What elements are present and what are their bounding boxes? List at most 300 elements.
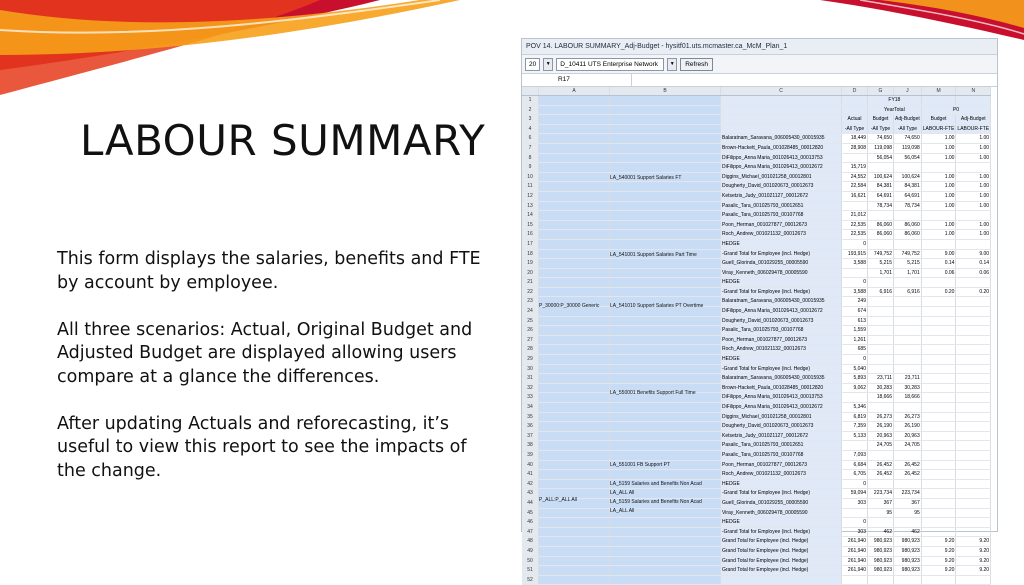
- value-cell[interactable]: [868, 297, 894, 307]
- entity-cell[interactable]: [539, 470, 610, 480]
- value-cell[interactable]: 1.00: [921, 182, 956, 192]
- entity-cell[interactable]: [539, 201, 610, 211]
- value-cell[interactable]: 749,752: [868, 249, 894, 259]
- entity-cell[interactable]: [539, 239, 610, 249]
- account-cell[interactable]: [610, 278, 721, 288]
- table-row[interactable]: [522, 153, 991, 163]
- value-cell[interactable]: 5,215: [894, 259, 922, 269]
- employee-cell[interactable]: -Grand Total for Employee (incl. Hedge): [721, 287, 842, 297]
- value-cell[interactable]: 249: [842, 297, 868, 307]
- value-cell[interactable]: 9.00: [956, 249, 991, 259]
- entity-cell[interactable]: [539, 191, 610, 201]
- account-cell[interactable]: [610, 431, 721, 441]
- employee-cell[interactable]: HEDGE: [721, 278, 842, 288]
- employee-cell[interactable]: Grand Total for Employee (incl. Hedge): [721, 537, 842, 547]
- value-cell[interactable]: [921, 470, 956, 480]
- account-cell[interactable]: [610, 326, 721, 336]
- value-cell[interactable]: 78,734: [894, 201, 922, 211]
- table-row[interactable]: [522, 537, 991, 547]
- value-cell[interactable]: [956, 518, 991, 528]
- table-row[interactable]: [522, 431, 991, 441]
- value-cell[interactable]: [921, 403, 956, 413]
- account-cell[interactable]: [610, 374, 721, 384]
- value-cell[interactable]: [921, 383, 956, 393]
- entity-cell[interactable]: [539, 556, 610, 566]
- table-row[interactable]: [522, 508, 991, 518]
- value-cell[interactable]: [894, 450, 922, 460]
- value-cell[interactable]: [921, 431, 956, 441]
- value-cell[interactable]: [921, 211, 956, 221]
- employee-cell[interactable]: Roch_Andrew_001021132_00012673: [721, 345, 842, 355]
- entity-cell[interactable]: [539, 153, 610, 163]
- value-cell[interactable]: [956, 575, 991, 585]
- value-cell[interactable]: 5,346: [842, 403, 868, 413]
- entity-cell[interactable]: [539, 412, 610, 422]
- account-cell[interactable]: [610, 201, 721, 211]
- value-cell[interactable]: 980,923: [868, 546, 894, 556]
- value-cell[interactable]: [868, 575, 894, 585]
- value-cell[interactable]: 9.20: [921, 546, 956, 556]
- employee-cell[interactable]: Pasalic_Tara_001025793_00107768: [721, 211, 842, 221]
- entity-cell[interactable]: [539, 220, 610, 230]
- table-row[interactable]: [522, 287, 991, 297]
- value-cell[interactable]: [921, 412, 956, 422]
- value-cell[interactable]: [921, 374, 956, 384]
- column-letter[interactable]: C: [721, 87, 842, 96]
- table-row[interactable]: [522, 479, 991, 489]
- account-cell[interactable]: [610, 143, 721, 153]
- account-cell[interactable]: [610, 527, 721, 537]
- column-letter[interactable]: N: [956, 87, 991, 96]
- table-row[interactable]: [522, 239, 991, 249]
- value-cell[interactable]: [956, 393, 991, 403]
- value-cell[interactable]: 980,923: [868, 566, 894, 576]
- value-cell[interactable]: [921, 527, 956, 537]
- table-row[interactable]: [522, 422, 991, 432]
- chevron-down-icon[interactable]: ▼: [667, 58, 677, 71]
- value-cell[interactable]: 26,452: [868, 460, 894, 470]
- value-cell[interactable]: [894, 211, 922, 221]
- column-letter[interactable]: D: [842, 87, 868, 96]
- value-cell[interactable]: [956, 412, 991, 422]
- account-cell[interactable]: [610, 345, 721, 355]
- entity-cell[interactable]: [539, 355, 610, 365]
- value-cell[interactable]: [842, 201, 868, 211]
- value-cell[interactable]: 303: [842, 527, 868, 537]
- value-cell[interactable]: [921, 316, 956, 326]
- value-cell[interactable]: [956, 508, 991, 518]
- value-cell[interactable]: [868, 355, 894, 365]
- value-cell[interactable]: 18,666: [894, 393, 922, 403]
- table-row[interactable]: [522, 345, 991, 355]
- value-cell[interactable]: [956, 307, 991, 317]
- table-row[interactable]: [522, 441, 991, 451]
- employee-cell[interactable]: Guell_Glorinda_001029255_00005590: [721, 259, 842, 269]
- employee-cell[interactable]: Pasalic_Tara_001025793_00012651: [721, 201, 842, 211]
- employee-cell[interactable]: Dougherty_David_001020673_00012673: [721, 422, 842, 432]
- employee-cell[interactable]: Pasalic_Tara_001025793_00107768: [721, 450, 842, 460]
- employee-cell[interactable]: Diggins_Michael_001021258_00012801: [721, 172, 842, 182]
- employee-cell[interactable]: -Grand Total for Employee (incl. Hedge): [721, 489, 842, 499]
- value-cell[interactable]: [921, 163, 956, 173]
- value-cell[interactable]: [868, 278, 894, 288]
- entity-cell[interactable]: [539, 575, 610, 585]
- value-cell[interactable]: 95: [894, 508, 922, 518]
- value-cell[interactable]: 261,940: [842, 546, 868, 556]
- table-row[interactable]: [522, 498, 991, 508]
- employee-cell[interactable]: HEDGE: [721, 355, 842, 365]
- entity-cell[interactable]: [539, 172, 610, 182]
- account-cell[interactable]: [610, 575, 721, 585]
- value-cell[interactable]: [956, 211, 991, 221]
- value-cell[interactable]: 22,584: [842, 182, 868, 192]
- value-cell[interactable]: 685: [842, 345, 868, 355]
- value-cell[interactable]: [894, 316, 922, 326]
- value-cell[interactable]: 64,691: [868, 191, 894, 201]
- value-cell[interactable]: 56,054: [894, 153, 922, 163]
- employee-cell[interactable]: [721, 575, 842, 585]
- value-cell[interactable]: [921, 307, 956, 317]
- value-cell[interactable]: 9.20: [956, 566, 991, 576]
- entity-cell[interactable]: [539, 422, 610, 432]
- value-cell[interactable]: 15,719: [842, 163, 868, 173]
- employee-cell[interactable]: Viray_Kenneth_006029478_00005590: [721, 508, 842, 518]
- table-row[interactable]: [522, 460, 991, 470]
- entity-cell[interactable]: [539, 393, 610, 403]
- table-row[interactable]: [522, 316, 991, 326]
- value-cell[interactable]: [894, 518, 922, 528]
- employee-cell[interactable]: Grand Total for Employee (incl. Hedge): [721, 556, 842, 566]
- value-cell[interactable]: 119,098: [894, 143, 922, 153]
- value-cell[interactable]: 0: [842, 355, 868, 365]
- table-row[interactable]: [522, 172, 991, 182]
- value-cell[interactable]: 9,062: [842, 383, 868, 393]
- column-letter[interactable]: G: [868, 87, 894, 96]
- column-letter[interactable]: A: [539, 87, 610, 96]
- value-cell[interactable]: [956, 364, 991, 374]
- account-cell[interactable]: [610, 450, 721, 460]
- value-cell[interactable]: [842, 441, 868, 451]
- value-cell[interactable]: 367: [894, 498, 922, 508]
- employee-cell[interactable]: Grand Total for Employee (incl. Hedge): [721, 546, 842, 556]
- value-cell[interactable]: [956, 527, 991, 537]
- value-cell[interactable]: [956, 374, 991, 384]
- value-cell[interactable]: 0: [842, 239, 868, 249]
- account-cell[interactable]: [610, 153, 721, 163]
- value-cell[interactable]: [921, 518, 956, 528]
- account-cell[interactable]: [610, 364, 721, 374]
- value-cell[interactable]: 1.00: [921, 143, 956, 153]
- employee-cell[interactable]: -Grand Total for Employee (incl. Hedge): [721, 249, 842, 259]
- value-cell[interactable]: 78,734: [868, 201, 894, 211]
- account-cell[interactable]: [610, 163, 721, 173]
- value-cell[interactable]: [868, 211, 894, 221]
- value-cell[interactable]: [894, 307, 922, 317]
- entity-cell[interactable]: [539, 537, 610, 547]
- value-cell[interactable]: 59,094: [842, 489, 868, 499]
- value-cell[interactable]: 0.20: [921, 287, 956, 297]
- account-cell[interactable]: [610, 412, 721, 422]
- account-cell[interactable]: [610, 268, 721, 278]
- table-row[interactable]: [522, 527, 991, 537]
- value-cell[interactable]: [921, 326, 956, 336]
- account-cell[interactable]: [610, 546, 721, 556]
- value-cell[interactable]: [842, 575, 868, 585]
- value-cell[interactable]: 0.14: [956, 259, 991, 269]
- value-cell[interactable]: [868, 345, 894, 355]
- account-cell[interactable]: [610, 422, 721, 432]
- table-row[interactable]: [522, 355, 991, 365]
- employee-cell[interactable]: HEDGE: [721, 518, 842, 528]
- value-cell[interactable]: [921, 422, 956, 432]
- value-cell[interactable]: [956, 345, 991, 355]
- value-cell[interactable]: [956, 479, 991, 489]
- chevron-down-icon[interactable]: ▼: [543, 58, 553, 71]
- table-row[interactable]: [522, 182, 991, 192]
- value-cell[interactable]: 30,283: [868, 383, 894, 393]
- entity-cell[interactable]: [539, 249, 610, 259]
- value-cell[interactable]: 6,705: [842, 470, 868, 480]
- value-cell[interactable]: 84,381: [894, 182, 922, 192]
- entity-cell[interactable]: [539, 316, 610, 326]
- table-row[interactable]: [522, 450, 991, 460]
- account-cell[interactable]: [610, 134, 721, 144]
- value-cell[interactable]: 1,559: [842, 326, 868, 336]
- value-cell[interactable]: [842, 508, 868, 518]
- account-cell[interactable]: [610, 220, 721, 230]
- value-cell[interactable]: 9.20: [956, 537, 991, 547]
- value-cell[interactable]: 3,588: [842, 259, 868, 269]
- table-row[interactable]: [522, 201, 991, 211]
- value-cell[interactable]: 22,535: [842, 230, 868, 240]
- entity-cell[interactable]: [539, 134, 610, 144]
- value-cell[interactable]: [868, 479, 894, 489]
- employee-cell[interactable]: DiFilippo_Anna Maria_001026413_00012672: [721, 403, 842, 413]
- value-cell[interactable]: [894, 345, 922, 355]
- value-cell[interactable]: [956, 489, 991, 499]
- value-cell[interactable]: 9.20: [921, 556, 956, 566]
- value-cell[interactable]: [956, 316, 991, 326]
- value-cell[interactable]: 3,588: [842, 287, 868, 297]
- entity-cell[interactable]: [539, 182, 610, 192]
- value-cell[interactable]: [921, 460, 956, 470]
- account-cell[interactable]: [610, 566, 721, 576]
- value-cell[interactable]: 20,963: [894, 431, 922, 441]
- table-row[interactable]: [522, 259, 991, 269]
- value-cell[interactable]: 1.00: [956, 172, 991, 182]
- value-cell[interactable]: 674: [842, 307, 868, 317]
- entity-cell[interactable]: [539, 163, 610, 173]
- value-cell[interactable]: 1.00: [956, 220, 991, 230]
- employee-cell[interactable]: Poon_Herman_001027877_00012673: [721, 460, 842, 470]
- value-cell[interactable]: 9.20: [921, 566, 956, 576]
- entity-cell[interactable]: [539, 211, 610, 221]
- value-cell[interactable]: 5,040: [842, 364, 868, 374]
- table-row[interactable]: [522, 191, 991, 201]
- value-cell[interactable]: [868, 326, 894, 336]
- entity-cell[interactable]: [539, 566, 610, 576]
- value-cell[interactable]: 30,283: [894, 383, 922, 393]
- value-cell[interactable]: [868, 335, 894, 345]
- value-cell[interactable]: 980,923: [894, 556, 922, 566]
- entity-cell[interactable]: [539, 143, 610, 153]
- account-cell[interactable]: [610, 518, 721, 528]
- value-cell[interactable]: [956, 470, 991, 480]
- account-cell[interactable]: [610, 316, 721, 326]
- value-cell[interactable]: 7,093: [842, 450, 868, 460]
- value-cell[interactable]: 119,098: [868, 143, 894, 153]
- value-cell[interactable]: 9.20: [956, 546, 991, 556]
- value-cell[interactable]: 1.00: [921, 220, 956, 230]
- table-row[interactable]: [522, 403, 991, 413]
- value-cell[interactable]: 56,054: [868, 153, 894, 163]
- employee-cell[interactable]: HEDGE: [721, 479, 842, 489]
- value-cell[interactable]: 6,819: [842, 412, 868, 422]
- value-cell[interactable]: 86,060: [868, 220, 894, 230]
- table-row[interactable]: [522, 143, 991, 153]
- value-cell[interactable]: 23,711: [894, 374, 922, 384]
- table-row[interactable]: [522, 412, 991, 422]
- value-cell[interactable]: [956, 163, 991, 173]
- value-cell[interactable]: [894, 479, 922, 489]
- value-cell[interactable]: [921, 450, 956, 460]
- value-cell[interactable]: 9.20: [921, 537, 956, 547]
- value-cell[interactable]: 1.00: [921, 201, 956, 211]
- entity-cell[interactable]: [539, 364, 610, 374]
- value-cell[interactable]: 1.00: [921, 153, 956, 163]
- account-cell[interactable]: [610, 191, 721, 201]
- value-cell[interactable]: 26,273: [894, 412, 922, 422]
- value-cell[interactable]: 86,060: [894, 230, 922, 240]
- value-cell[interactable]: 6,916: [894, 287, 922, 297]
- account-cell[interactable]: [610, 287, 721, 297]
- table-row[interactable]: [522, 211, 991, 221]
- entity-cell[interactable]: [539, 403, 610, 413]
- value-cell[interactable]: 26,452: [894, 460, 922, 470]
- employee-cell[interactable]: DiFilippo_Anna Maria_001026413_00012672: [721, 163, 842, 173]
- value-cell[interactable]: [956, 460, 991, 470]
- table-row[interactable]: [522, 575, 991, 585]
- value-cell[interactable]: 1.00: [956, 201, 991, 211]
- value-cell[interactable]: 1.00: [956, 143, 991, 153]
- entity-cell[interactable]: [539, 259, 610, 269]
- account-cell[interactable]: [610, 211, 721, 221]
- employee-cell[interactable]: Balaratnam_Saravana_006005430_00015935: [721, 297, 842, 307]
- cell-reference[interactable]: R17: [522, 74, 632, 86]
- value-cell[interactable]: 1.00: [956, 182, 991, 192]
- table-row[interactable]: [522, 134, 991, 144]
- entity-cell[interactable]: [539, 230, 610, 240]
- column-letter[interactable]: J: [894, 87, 922, 96]
- value-cell[interactable]: [921, 489, 956, 499]
- value-cell[interactable]: [921, 355, 956, 365]
- value-cell[interactable]: 18,449: [842, 134, 868, 144]
- value-cell[interactable]: 5,215: [868, 259, 894, 269]
- entity-cell[interactable]: [539, 479, 610, 489]
- value-cell[interactable]: 20,963: [868, 431, 894, 441]
- value-cell[interactable]: 749,752: [894, 249, 922, 259]
- entity-cell[interactable]: [539, 374, 610, 384]
- account-cell[interactable]: [610, 403, 721, 413]
- value-cell[interactable]: [921, 239, 956, 249]
- value-cell[interactable]: 613: [842, 316, 868, 326]
- entity-cell[interactable]: [539, 287, 610, 297]
- value-cell[interactable]: [956, 239, 991, 249]
- value-cell[interactable]: 223,734: [868, 489, 894, 499]
- value-cell[interactable]: 261,940: [842, 566, 868, 576]
- value-cell[interactable]: 26,452: [894, 470, 922, 480]
- account-cell[interactable]: [610, 556, 721, 566]
- value-cell[interactable]: 303: [842, 498, 868, 508]
- value-cell[interactable]: 367: [868, 498, 894, 508]
- value-cell[interactable]: [921, 508, 956, 518]
- value-cell[interactable]: 100,624: [894, 172, 922, 182]
- employee-cell[interactable]: Grand Total for Employee (incl. Hedge): [721, 566, 842, 576]
- value-cell[interactable]: 0: [842, 479, 868, 489]
- value-cell[interactable]: [921, 575, 956, 585]
- employee-cell[interactable]: Viray_Kenneth_006029478_00005590: [721, 268, 842, 278]
- value-cell[interactable]: [894, 326, 922, 336]
- table-row[interactable]: [522, 326, 991, 336]
- entity-cell[interactable]: [539, 450, 610, 460]
- employee-cell[interactable]: Pasalic_Tara_001025793_00012651: [721, 441, 842, 451]
- value-cell[interactable]: [921, 393, 956, 403]
- entity-cell[interactable]: [539, 460, 610, 470]
- column-letter[interactable]: M: [921, 87, 956, 96]
- employee-cell[interactable]: Diggins_Michael_001021258_00012801: [721, 412, 842, 422]
- value-cell[interactable]: [956, 278, 991, 288]
- table-row[interactable]: [522, 374, 991, 384]
- employee-cell[interactable]: Brown-Hackett_Paula_001028485_00012820: [721, 383, 842, 393]
- table-row[interactable]: [522, 470, 991, 480]
- entity-cell[interactable]: [539, 518, 610, 528]
- table-row[interactable]: [522, 393, 991, 403]
- value-cell[interactable]: 223,734: [894, 489, 922, 499]
- value-cell[interactable]: 1.00: [921, 134, 956, 144]
- value-cell[interactable]: 64,691: [894, 191, 922, 201]
- value-cell[interactable]: 462: [894, 527, 922, 537]
- employee-cell[interactable]: Ketsetzis_Judy_001021127_00012672: [721, 431, 842, 441]
- pov-select[interactable]: 20: [525, 58, 540, 71]
- table-row[interactable]: [522, 566, 991, 576]
- value-cell[interactable]: 9.20: [956, 556, 991, 566]
- employee-cell[interactable]: DiFilippo_Anna Maria_001026413_00012672: [721, 307, 842, 317]
- value-cell[interactable]: 6,684: [842, 460, 868, 470]
- table-row[interactable]: [522, 489, 991, 499]
- value-cell[interactable]: [956, 403, 991, 413]
- value-cell[interactable]: [842, 153, 868, 163]
- value-cell[interactable]: [921, 441, 956, 451]
- employee-cell[interactable]: Poon_Herman_001027877_00012673: [721, 220, 842, 230]
- account-cell[interactable]: [610, 230, 721, 240]
- value-cell[interactable]: 74,650: [868, 134, 894, 144]
- entity-cell[interactable]: [539, 431, 610, 441]
- table-row[interactable]: [522, 364, 991, 374]
- value-cell[interactable]: 7,359: [842, 422, 868, 432]
- entity-cell[interactable]: [539, 546, 610, 556]
- account-cell[interactable]: [610, 259, 721, 269]
- value-cell[interactable]: [921, 278, 956, 288]
- table-row[interactable]: [522, 249, 991, 259]
- value-cell[interactable]: 24,705: [894, 441, 922, 451]
- value-cell[interactable]: [894, 355, 922, 365]
- employee-cell[interactable]: -Grand Total for Employee (incl. Hedge): [721, 527, 842, 537]
- value-cell[interactable]: 1.00: [956, 153, 991, 163]
- employee-cell[interactable]: Guell_Glorinda_001029255_00005590: [721, 498, 842, 508]
- value-cell[interactable]: 100,624: [868, 172, 894, 182]
- value-cell[interactable]: 462: [868, 527, 894, 537]
- entity-cell[interactable]: [539, 508, 610, 518]
